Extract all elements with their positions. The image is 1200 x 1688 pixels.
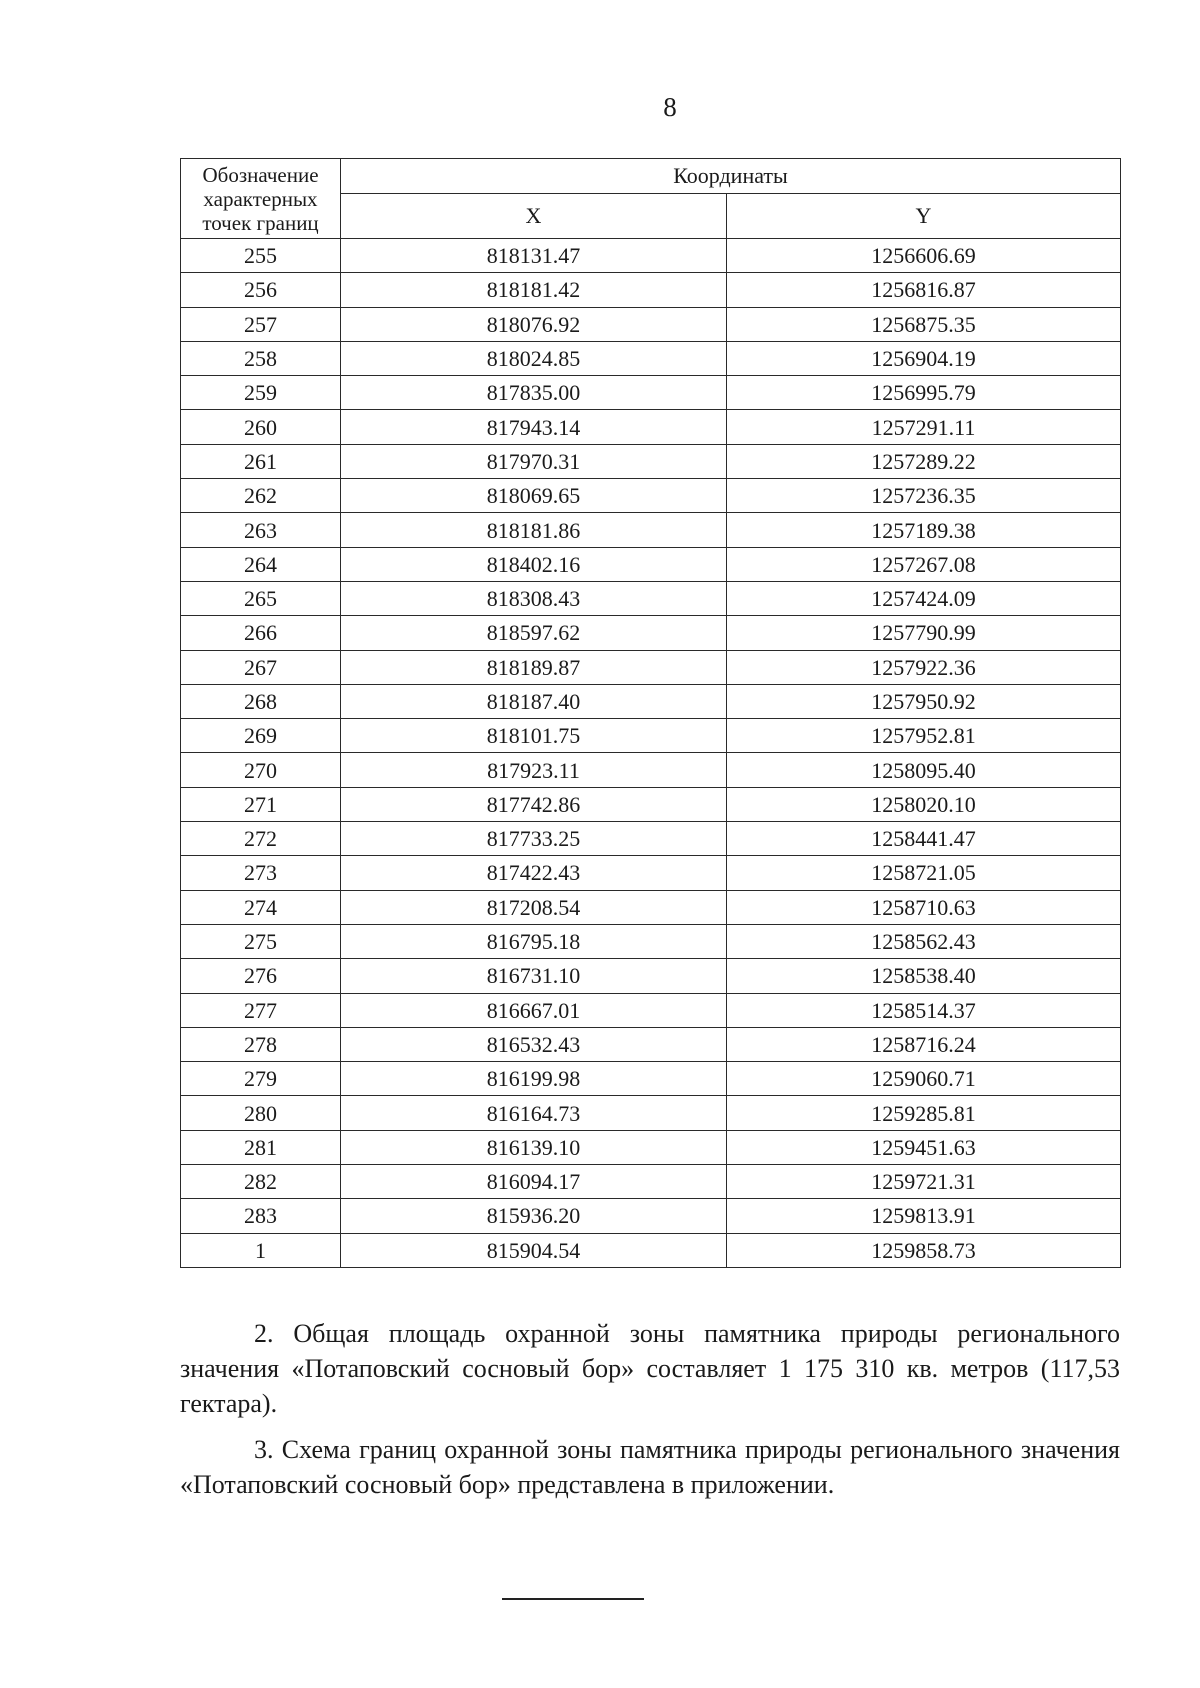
cell-x: 818181.86 bbox=[341, 513, 727, 547]
cell-y: 1257189.38 bbox=[727, 513, 1121, 547]
cell-y: 1258441.47 bbox=[727, 822, 1121, 856]
cell-point: 269 bbox=[181, 719, 341, 753]
cell-point: 261 bbox=[181, 444, 341, 478]
cell-x: 818181.42 bbox=[341, 273, 727, 307]
cell-y: 1257267.08 bbox=[727, 547, 1121, 581]
cell-point: 266 bbox=[181, 616, 341, 650]
table-row bbox=[181, 410, 1121, 444]
cell-y: 1257790.99 bbox=[727, 616, 1121, 650]
cell-x: 816199.98 bbox=[341, 1062, 727, 1096]
cell-x: 816731.10 bbox=[341, 959, 727, 993]
table-row bbox=[181, 890, 1121, 924]
cell-point: 257 bbox=[181, 307, 341, 341]
cell-y: 1258538.40 bbox=[727, 959, 1121, 993]
header-x: X bbox=[341, 194, 727, 239]
paragraph-total-area: 2. Общая площадь охранной зоны памятника природы регионального значения «Потаповский сосновый бор» составляет 1 175 310 кв. метров (117,53 гектара). bbox=[180, 1319, 1120, 1418]
cell-y: 1256904.19 bbox=[727, 341, 1121, 375]
table-row bbox=[181, 787, 1121, 821]
cell-x: 816795.18 bbox=[341, 924, 727, 958]
page-number: 8 bbox=[663, 92, 677, 122]
cell-point: 270 bbox=[181, 753, 341, 787]
cell-y: 1256995.79 bbox=[727, 376, 1121, 410]
cell-point: 282 bbox=[181, 1165, 341, 1199]
table-row bbox=[181, 959, 1121, 993]
table-row bbox=[181, 273, 1121, 307]
cell-x: 816164.73 bbox=[341, 1096, 727, 1130]
cell-point: 256 bbox=[181, 273, 341, 307]
coordinates-table bbox=[180, 158, 1121, 1268]
cell-point: 264 bbox=[181, 547, 341, 581]
cell-y: 1257952.81 bbox=[727, 719, 1121, 753]
header-point-designation: Обозначение характерных точек границ bbox=[181, 159, 341, 239]
cell-y: 1259858.73 bbox=[727, 1233, 1121, 1267]
cell-point: 258 bbox=[181, 341, 341, 375]
cell-x: 817835.00 bbox=[341, 376, 727, 410]
cell-point: 272 bbox=[181, 822, 341, 856]
cell-point: 276 bbox=[181, 959, 341, 993]
cell-y: 1258710.63 bbox=[727, 890, 1121, 924]
cell-y: 1257922.36 bbox=[727, 650, 1121, 684]
cell-x: 818076.92 bbox=[341, 307, 727, 341]
cell-point: 279 bbox=[181, 1062, 341, 1096]
cell-x: 816667.01 bbox=[341, 993, 727, 1027]
cell-x: 818131.47 bbox=[341, 239, 727, 273]
cell-y: 1257424.09 bbox=[727, 581, 1121, 615]
cell-x: 816139.10 bbox=[341, 1130, 727, 1164]
cell-x: 818024.85 bbox=[341, 341, 727, 375]
cell-y: 1258514.37 bbox=[727, 993, 1121, 1027]
cell-point: 262 bbox=[181, 479, 341, 513]
cell-y: 1258020.10 bbox=[727, 787, 1121, 821]
table-row bbox=[181, 924, 1121, 958]
cell-y: 1258095.40 bbox=[727, 753, 1121, 787]
table-row bbox=[181, 239, 1121, 273]
cell-x: 818597.62 bbox=[341, 616, 727, 650]
table-row bbox=[181, 1096, 1121, 1130]
header-y: Y bbox=[727, 194, 1121, 239]
cell-x: 817970.31 bbox=[341, 444, 727, 478]
table-row bbox=[181, 376, 1121, 410]
cell-point: 265 bbox=[181, 581, 341, 615]
cell-point: 281 bbox=[181, 1130, 341, 1164]
table-header bbox=[181, 159, 1121, 239]
table-row bbox=[181, 856, 1121, 890]
table-row bbox=[181, 1130, 1121, 1164]
cell-x: 817943.14 bbox=[341, 410, 727, 444]
cell-x: 817422.43 bbox=[341, 856, 727, 890]
table-row bbox=[181, 650, 1121, 684]
cell-point: 274 bbox=[181, 890, 341, 924]
cell-x: 817742.86 bbox=[341, 787, 727, 821]
table-row bbox=[181, 1233, 1121, 1267]
table-row bbox=[181, 753, 1121, 787]
cell-x: 818189.87 bbox=[341, 650, 727, 684]
table-row bbox=[181, 993, 1121, 1027]
cell-y: 1258716.24 bbox=[727, 1027, 1121, 1061]
cell-x: 817208.54 bbox=[341, 890, 727, 924]
cell-point: 280 bbox=[181, 1096, 341, 1130]
cell-x: 818101.75 bbox=[341, 719, 727, 753]
cell-point: 255 bbox=[181, 239, 341, 273]
cell-y: 1257950.92 bbox=[727, 684, 1121, 718]
cell-y: 1257289.22 bbox=[727, 444, 1121, 478]
table-row bbox=[181, 616, 1121, 650]
cell-y: 1256606.69 bbox=[727, 239, 1121, 273]
cell-x: 818308.43 bbox=[341, 581, 727, 615]
table-row bbox=[181, 581, 1121, 615]
cell-y: 1259813.91 bbox=[727, 1199, 1121, 1233]
table-row bbox=[181, 1027, 1121, 1061]
table-row bbox=[181, 307, 1121, 341]
cell-point: 268 bbox=[181, 684, 341, 718]
table-body bbox=[181, 239, 1121, 1268]
cell-y: 1258562.43 bbox=[727, 924, 1121, 958]
cell-point: 283 bbox=[181, 1199, 341, 1233]
cell-point: 278 bbox=[181, 1027, 341, 1061]
cell-x: 816094.17 bbox=[341, 1165, 727, 1199]
table-row bbox=[181, 341, 1121, 375]
cell-x: 818187.40 bbox=[341, 684, 727, 718]
cell-y: 1259285.81 bbox=[727, 1096, 1121, 1130]
end-divider bbox=[502, 1598, 644, 1600]
cell-x: 817923.11 bbox=[341, 753, 727, 787]
table-row bbox=[181, 1199, 1121, 1233]
header-coordinates: Координаты bbox=[341, 159, 1121, 194]
cell-x: 816532.43 bbox=[341, 1027, 727, 1061]
cell-y: 1258721.05 bbox=[727, 856, 1121, 890]
cell-point: 267 bbox=[181, 650, 341, 684]
table-row bbox=[181, 1165, 1121, 1199]
cell-point: 273 bbox=[181, 856, 341, 890]
paragraph-boundary-scheme: 3. Схема границ охранной зоны памятника природы регионального значения «Потаповский сосновый бор» представлена в приложении. bbox=[180, 1435, 1120, 1499]
cell-x: 817733.25 bbox=[341, 822, 727, 856]
cell-x: 818402.16 bbox=[341, 547, 727, 581]
table-row bbox=[181, 684, 1121, 718]
cell-y: 1256875.35 bbox=[727, 307, 1121, 341]
cell-y: 1257236.35 bbox=[727, 479, 1121, 513]
table-row bbox=[181, 719, 1121, 753]
table-row bbox=[181, 822, 1121, 856]
table-row bbox=[181, 479, 1121, 513]
table-row bbox=[181, 513, 1121, 547]
cell-point: 275 bbox=[181, 924, 341, 958]
cell-point: 271 bbox=[181, 787, 341, 821]
cell-point: 277 bbox=[181, 993, 341, 1027]
cell-y: 1259451.63 bbox=[727, 1130, 1121, 1164]
table-row bbox=[181, 1062, 1121, 1096]
cell-y: 1256816.87 bbox=[727, 273, 1121, 307]
cell-x: 815904.54 bbox=[341, 1233, 727, 1267]
cell-point: 260 bbox=[181, 410, 341, 444]
table-row bbox=[181, 444, 1121, 478]
cell-y: 1259721.31 bbox=[727, 1165, 1121, 1199]
cell-y: 1259060.71 bbox=[727, 1062, 1121, 1096]
cell-x: 815936.20 bbox=[341, 1199, 727, 1233]
cell-y: 1257291.11 bbox=[727, 410, 1121, 444]
cell-x: 818069.65 bbox=[341, 479, 727, 513]
cell-point: 263 bbox=[181, 513, 341, 547]
cell-point: 259 bbox=[181, 376, 341, 410]
table-row bbox=[181, 547, 1121, 581]
cell-point: 1 bbox=[181, 1233, 341, 1267]
